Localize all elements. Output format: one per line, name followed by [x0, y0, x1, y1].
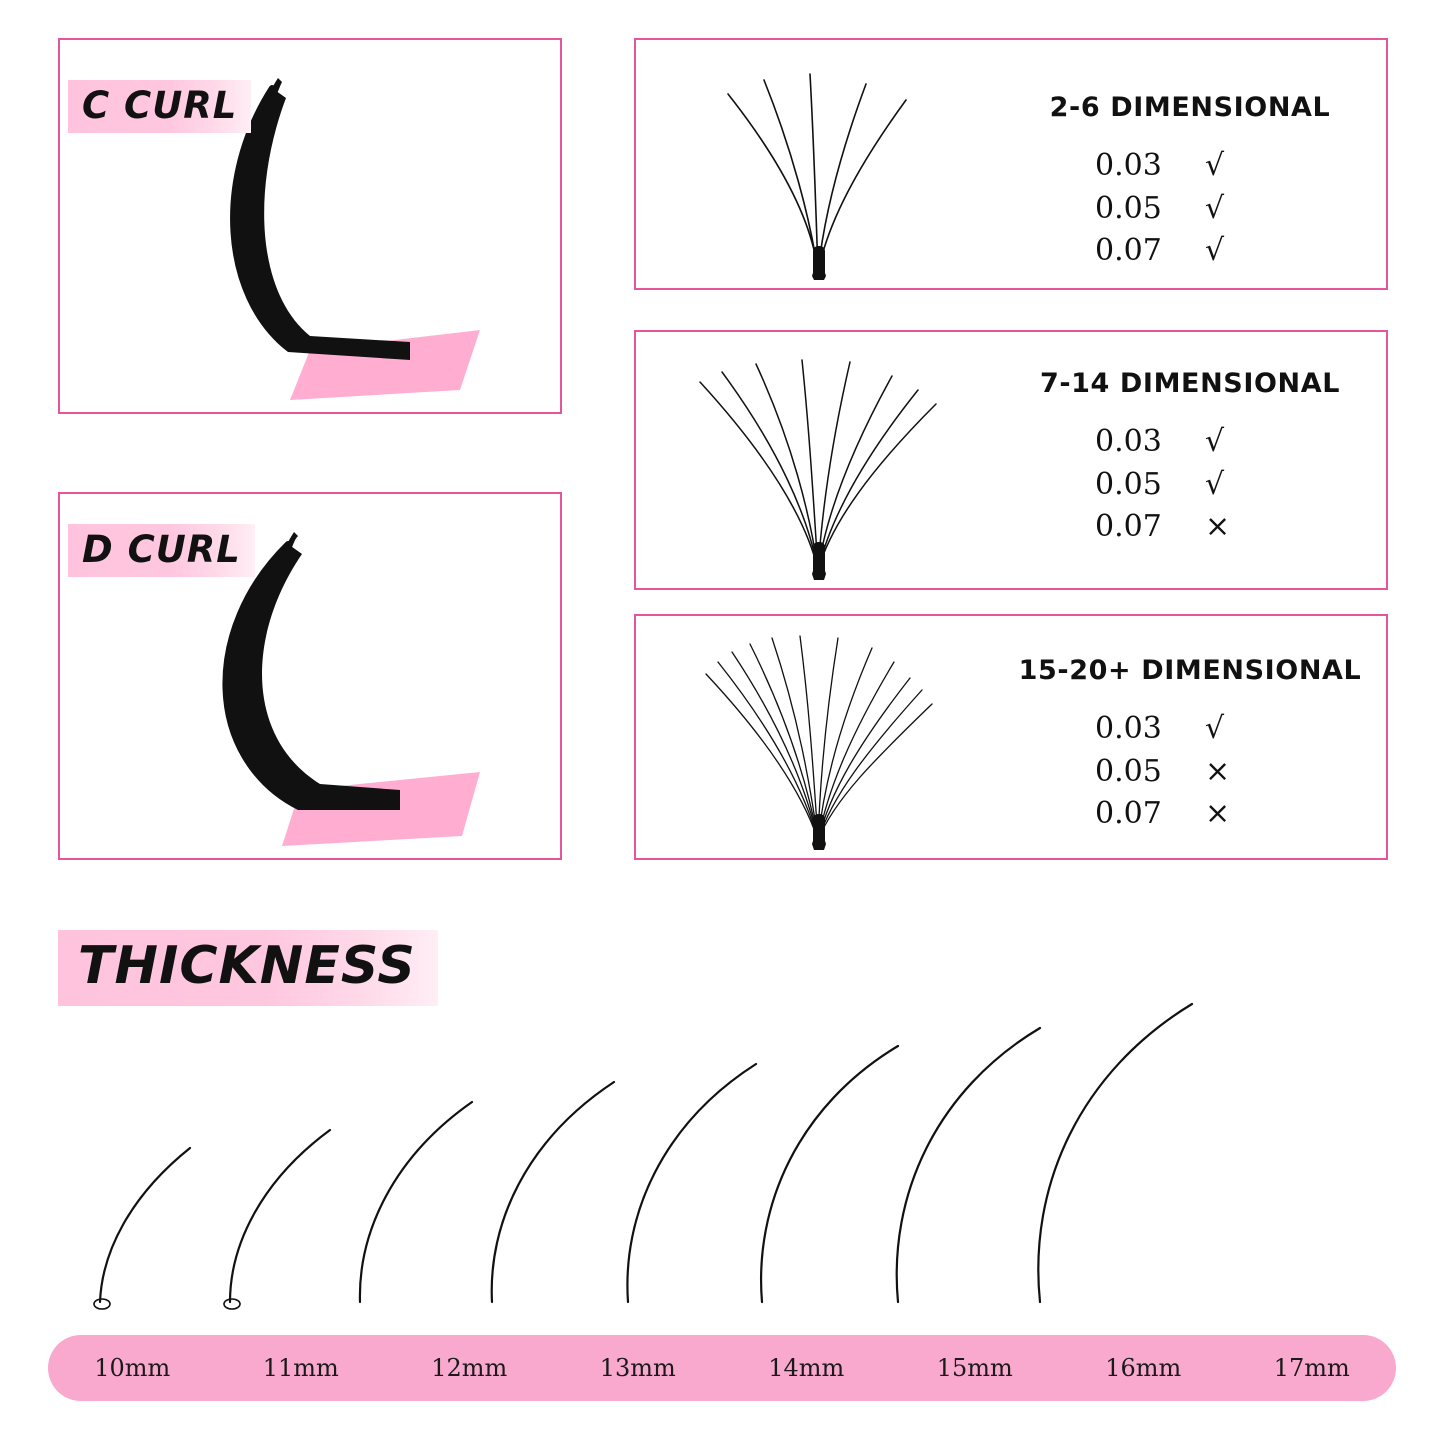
thickness-value: 0.05: [1095, 190, 1162, 226]
availability-mark: √: [1205, 466, 1225, 502]
availability-mark: ×: [1205, 753, 1231, 789]
lash-fan-medium-icon: [660, 342, 980, 580]
thickness-row: [1095, 421, 1285, 464]
thickness-value: 0.07: [1095, 509, 1162, 545]
size-label: 14mm: [768, 1354, 845, 1382]
d-curl-label: D CURL: [68, 524, 255, 577]
availability-mark: ×: [1205, 509, 1231, 545]
thickness-row: [1095, 188, 1285, 231]
thickness-row: [1095, 145, 1285, 188]
lash-fan-small-icon: [660, 50, 980, 280]
thickness-value: 0.05: [1095, 753, 1162, 789]
lash-fan-large-icon: [660, 624, 980, 850]
thickness-value: 0.03: [1095, 711, 1162, 746]
lash-size-bar: [48, 1335, 1396, 1401]
thickness-row: [1095, 506, 1285, 549]
size-label: 16mm: [1105, 1354, 1182, 1382]
thickness-value: 0.05: [1095, 466, 1162, 502]
availability-mark: √: [1205, 148, 1225, 183]
thickness-row: [1095, 793, 1285, 836]
size-label: 13mm: [599, 1354, 676, 1382]
dimensional-title: 7-14 DIMENSIONAL: [1039, 368, 1341, 399]
thickness-value: 0.03: [1095, 424, 1162, 459]
size-label: 10mm: [94, 1354, 171, 1382]
thickness-row: [1095, 230, 1285, 273]
availability-mark: √: [1205, 190, 1225, 226]
availability-mark: √: [1205, 233, 1225, 269]
size-label: 15mm: [936, 1354, 1013, 1382]
dimensional-title: 2-6 DIMENSIONAL: [1049, 92, 1331, 123]
size-label: 11mm: [262, 1354, 339, 1382]
thickness-value: 0.07: [1095, 233, 1162, 269]
thickness-row: [1095, 464, 1285, 507]
availability-mark: √: [1205, 424, 1225, 459]
thickness-value: 0.07: [1095, 796, 1162, 832]
size-label: 12mm: [431, 1354, 508, 1382]
dimensional-info-15-20: [1000, 655, 1380, 836]
thickness-row: [1095, 708, 1285, 751]
lash-length-comparison-art: [40, 980, 1408, 1340]
thickness-label: THICKNESS: [58, 930, 438, 1006]
dimensional-info-2-6: [1010, 92, 1370, 273]
size-label: 17mm: [1273, 1354, 1350, 1382]
availability-mark: ×: [1205, 796, 1231, 832]
availability-mark: √: [1205, 711, 1225, 746]
dimensional-info-7-14: [1010, 368, 1370, 549]
thickness-value: 0.03: [1095, 148, 1162, 183]
thickness-row: [1095, 751, 1285, 794]
dimensional-title: 15-20+ DIMENSIONAL: [1018, 655, 1362, 686]
c-curl-label: C CURL: [68, 80, 251, 133]
